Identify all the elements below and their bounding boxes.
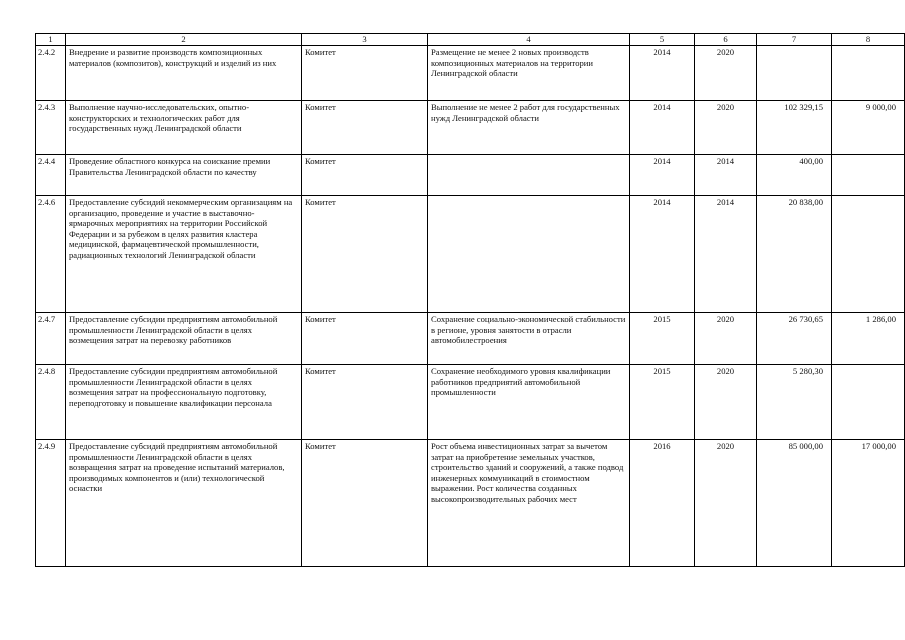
amount-b: 17 000,00 (832, 440, 905, 567)
year-start: 2015 (630, 365, 695, 440)
column-header: 3 (302, 34, 428, 46)
table-row (36, 155, 905, 196)
column-header: 1 (36, 34, 66, 46)
year-end: 2020 (695, 313, 757, 365)
amount-b (832, 155, 905, 196)
table-row (36, 46, 905, 101)
column-header: 2 (66, 34, 302, 46)
program-table (35, 33, 905, 567)
expected-result: Выполнение не менее 2 работ для государственных нужд Ленинградской области (428, 101, 630, 155)
executor: Комитет (302, 46, 428, 101)
measure-text: Предоставление субсидии предприятиям автомобильной промышленности Ленинградской области в целях возмещения затрат на профессиональную подготовку, переподготовку и повышение квалификации персонала (66, 365, 302, 440)
amount-a: 5 280,30 (757, 365, 832, 440)
measure-text: Внедрение и развитие производств композиционных материалов (композитов), конструкций и изделий из них (66, 46, 302, 101)
amount-a: 26 730,65 (757, 313, 832, 365)
table-row (36, 196, 905, 313)
amount-a: 102 329,15 (757, 101, 832, 155)
column-header: 8 (832, 34, 905, 46)
amount-a: 85 000,00 (757, 440, 832, 567)
amount-b (832, 365, 905, 440)
year-end: 2020 (695, 440, 757, 567)
year-end: 2020 (695, 46, 757, 101)
executor: Комитет (302, 365, 428, 440)
column-header: 6 (695, 34, 757, 46)
year-end: 2014 (695, 196, 757, 313)
executor: Комитет (302, 196, 428, 313)
year-end: 2014 (695, 155, 757, 196)
year-end: 2020 (695, 365, 757, 440)
column-header: 7 (757, 34, 832, 46)
executor: Комитет (302, 155, 428, 196)
item-number: 2.4.2 (36, 46, 66, 101)
amount-b (832, 196, 905, 313)
measure-text: Выполнение научно-исследовательских, опытно-конструкторских и технологических работ для государственных нужд Ленинградской области (66, 101, 302, 155)
item-number: 2.4.7 (36, 313, 66, 365)
item-number: 2.4.8 (36, 365, 66, 440)
header-row (36, 34, 905, 46)
year-start: 2014 (630, 46, 695, 101)
item-number: 2.4.3 (36, 101, 66, 155)
table-row (36, 440, 905, 567)
amount-a: 400,00 (757, 155, 832, 196)
amount-b: 1 286,00 (832, 313, 905, 365)
measure-text: Предоставление субсидий предприятиям автомобильной промышленности Ленинградской области в целях возвращения затрат на проведение испытаний материалов, производимых компонентов и (или) технологической оснастки (66, 440, 302, 567)
item-number: 2.4.6 (36, 196, 66, 313)
expected-result: Сохранение необходимого уровня квалификации работников предприятий автомобильной промышленности (428, 365, 630, 440)
year-start: 2014 (630, 155, 695, 196)
measure-text: Проведение областного конкурса на соискание премии Правительства Ленинградской области по качеству (66, 155, 302, 196)
table-row (36, 365, 905, 440)
amount-a (757, 46, 832, 101)
year-end: 2020 (695, 101, 757, 155)
table-row (36, 101, 905, 155)
executor: Комитет (302, 313, 428, 365)
expected-result: Рост объема инвестиционных затрат за вычетом затрат на приобретение земельных участков, строительство зданий и сооружений, а также подвод инженерных коммуникаций в стоимостном выражении. Рост количества созданных высокопроизводительных рабочих мест (428, 440, 630, 567)
amount-b: 9 000,00 (832, 101, 905, 155)
column-header: 5 (630, 34, 695, 46)
executor: Комитет (302, 440, 428, 567)
amount-b (832, 46, 905, 101)
column-header: 4 (428, 34, 630, 46)
expected-result (428, 196, 630, 313)
expected-result: Сохранение социально-экономической стабильности в регионе, уровня занятости в отрасли автомобилестроения (428, 313, 630, 365)
year-start: 2015 (630, 313, 695, 365)
year-start: 2014 (630, 196, 695, 313)
executor: Комитет (302, 101, 428, 155)
measure-text: Предоставление субсидий некоммерческим организациям на организацию, проведение и участие в выставочно-ярмарочных мероприятиях на территории Российской Федерации и за рубежом в целях развития кластера медицинской, фармацевтической промышленности, радиационных технологий Ленинградской области (66, 196, 302, 313)
expected-result (428, 155, 630, 196)
year-start: 2016 (630, 440, 695, 567)
year-start: 2014 (630, 101, 695, 155)
item-number: 2.4.9 (36, 440, 66, 567)
measure-text: Предоставление субсидии предприятиям автомобильной промышленности Ленинградской области в целях возмещения затрат на перевозку работников (66, 313, 302, 365)
amount-a: 20 838,00 (757, 196, 832, 313)
expected-result: Размещение не менее 2 новых производств композиционных материалов на территории Ленинградской области (428, 46, 630, 101)
item-number: 2.4.4 (36, 155, 66, 196)
table-row (36, 313, 905, 365)
